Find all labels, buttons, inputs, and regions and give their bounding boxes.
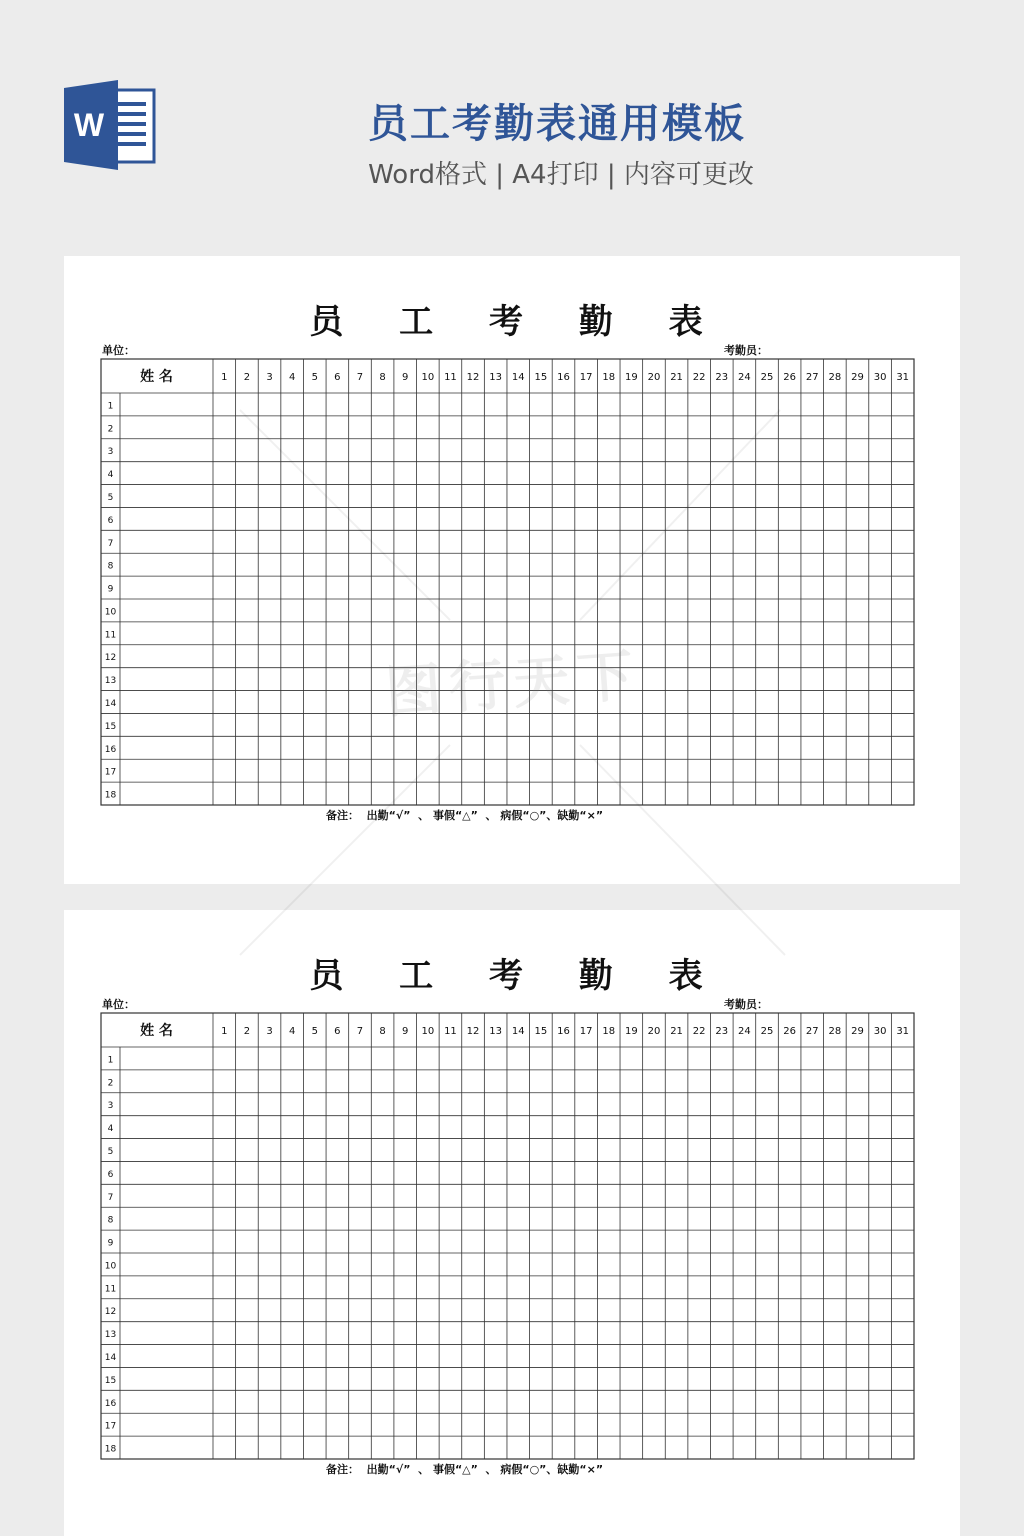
day-header: 31 [896, 372, 910, 383]
day-header: 15 [534, 1026, 548, 1037]
row-number: 12 [104, 653, 117, 664]
unit-label: 单位： [102, 998, 135, 1011]
day-header: 16 [557, 1026, 570, 1037]
day-header: 18 [602, 1026, 616, 1037]
row-number: 4 [107, 1124, 114, 1135]
day-header: 28 [828, 372, 842, 383]
row-number: 11 [104, 630, 117, 641]
row-number: 18 [104, 790, 117, 801]
name-header: 姓 名 [140, 369, 173, 385]
checker-label: 考勤员： [724, 998, 768, 1011]
day-header: 17 [579, 1026, 593, 1037]
day-header: 3 [266, 372, 273, 383]
row-number: 6 [107, 515, 114, 526]
day-header: 7 [356, 372, 364, 383]
day-header: 21 [670, 372, 683, 383]
day-header: 23 [715, 372, 729, 383]
day-header: 2 [243, 372, 251, 383]
name-header: 姓 名 [140, 1023, 173, 1039]
row-number: 9 [107, 1238, 114, 1249]
day-header: 26 [783, 1026, 796, 1037]
day-header: 25 [760, 372, 774, 383]
day-header: 29 [851, 372, 864, 383]
row-number: 1 [107, 1055, 114, 1066]
day-header: 13 [489, 372, 503, 383]
legend-note: 备注： 出勤“√” 、 事假“△” 、 病假“○”、缺勤“×” [326, 1463, 604, 1476]
row-number: 10 [104, 607, 117, 618]
day-header: 19 [624, 1026, 638, 1037]
row-number: 13 [104, 1330, 117, 1341]
row-number: 17 [104, 767, 117, 778]
day-header: 30 [873, 1026, 887, 1037]
row-number: 3 [107, 1101, 114, 1112]
day-header: 8 [379, 372, 386, 383]
checker-label: 考勤员： [724, 344, 768, 357]
day-header: 23 [715, 1026, 729, 1037]
day-header: 16 [557, 372, 570, 383]
day-header: 2 [243, 1026, 251, 1037]
day-header: 6 [334, 372, 341, 383]
row-number: 15 [104, 1375, 117, 1386]
row-number: 8 [107, 1215, 114, 1226]
sheet-title: 员 工 考 勤 表 [309, 956, 725, 996]
day-header: 25 [760, 1026, 774, 1037]
day-header: 3 [266, 1026, 273, 1037]
day-header: 14 [511, 1026, 525, 1037]
day-header: 10 [421, 1026, 435, 1037]
day-header: 4 [288, 372, 296, 383]
day-header: 1 [221, 372, 228, 383]
row-number: 10 [104, 1261, 117, 1272]
day-header: 7 [356, 1026, 364, 1037]
day-header: 15 [534, 372, 548, 383]
day-header: 9 [402, 1026, 409, 1037]
word-icon-letter: W [73, 107, 105, 143]
row-number: 5 [107, 1147, 114, 1157]
row-number: 11 [104, 1284, 117, 1295]
day-header: 28 [828, 1026, 842, 1037]
row-number: 5 [107, 493, 114, 503]
unit-label: 单位： [102, 344, 135, 357]
day-header: 26 [783, 372, 796, 383]
row-number: 2 [107, 1078, 114, 1089]
day-header: 10 [421, 372, 435, 383]
row-number: 14 [104, 699, 117, 709]
legend-note: 备注： 出勤“√” 、 事假“△” 、 病假“○”、缺勤“×” [326, 809, 604, 822]
day-header: 18 [602, 372, 616, 383]
row-number: 12 [104, 1307, 117, 1318]
day-header: 6 [334, 1026, 341, 1037]
row-number: 7 [107, 1192, 114, 1203]
day-header: 12 [466, 372, 480, 383]
day-header: 31 [896, 1026, 910, 1037]
row-number: 8 [107, 561, 114, 572]
page-title: 员工考勤表通用模板 [368, 101, 746, 147]
day-header: 30 [873, 372, 887, 383]
row-number: 2 [107, 424, 114, 435]
day-header: 20 [647, 372, 661, 383]
day-header: 17 [579, 372, 593, 383]
row-number: 16 [104, 1398, 117, 1409]
day-header: 5 [311, 1026, 318, 1037]
day-header: 11 [444, 1026, 457, 1037]
day-header: 29 [851, 1026, 864, 1037]
page-subtitle: Word格式 | A4打印 | 内容可更改 [368, 160, 754, 190]
day-header: 21 [670, 1026, 683, 1037]
day-header: 24 [738, 372, 751, 383]
day-header: 22 [692, 1026, 706, 1037]
row-number: 13 [104, 676, 117, 687]
day-header: 22 [692, 372, 706, 383]
row-number: 3 [107, 447, 114, 458]
row-number: 9 [107, 584, 114, 595]
day-header: 27 [805, 1026, 819, 1037]
day-header: 11 [444, 372, 457, 383]
day-header: 24 [738, 1026, 751, 1037]
row-number: 4 [107, 470, 114, 481]
row-number: 15 [104, 721, 117, 732]
day-header: 13 [489, 1026, 503, 1037]
day-header: 9 [402, 372, 409, 383]
day-header: 12 [466, 1026, 480, 1037]
row-number: 16 [104, 744, 117, 755]
day-header: 5 [311, 372, 318, 383]
day-header: 1 [221, 1026, 228, 1037]
row-number: 6 [107, 1169, 114, 1180]
row-number: 1 [107, 401, 114, 412]
row-number: 14 [104, 1353, 117, 1363]
day-header: 14 [511, 372, 525, 383]
day-header: 20 [647, 1026, 661, 1037]
row-number: 17 [104, 1421, 117, 1432]
day-header: 27 [805, 372, 819, 383]
sheet-title: 员 工 考 勤 表 [309, 302, 725, 342]
day-header: 8 [379, 1026, 386, 1037]
row-number: 7 [107, 538, 114, 549]
day-header: 19 [624, 372, 638, 383]
day-header: 4 [288, 1026, 296, 1037]
watermark-text: 图行天下 [383, 642, 644, 726]
row-number: 18 [104, 1444, 117, 1455]
